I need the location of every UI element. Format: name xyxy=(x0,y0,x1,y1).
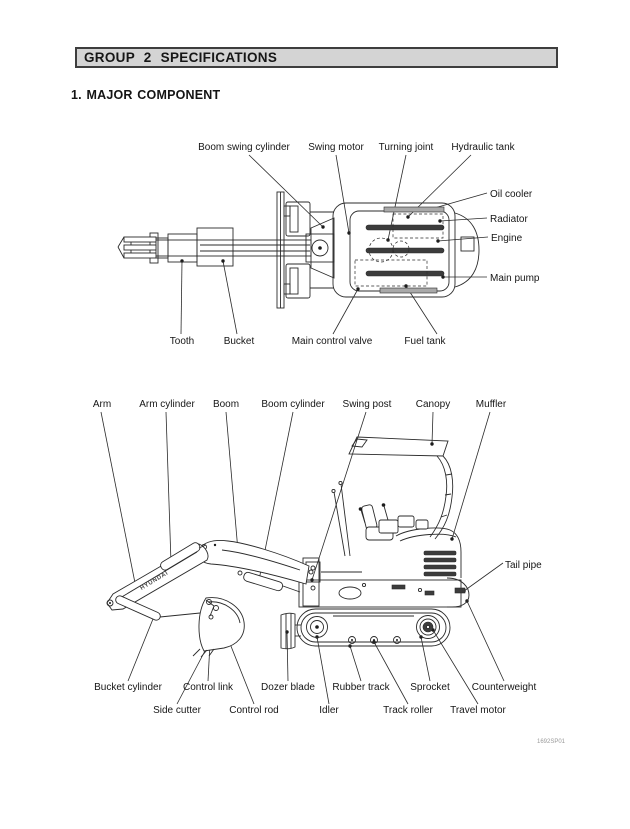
label-oil-cooler: Oil cooler xyxy=(490,189,533,200)
vent-slat xyxy=(424,551,456,555)
track-assembly xyxy=(297,609,450,646)
label-bucket: Bucket xyxy=(223,336,255,347)
operator-seat xyxy=(359,503,398,540)
bucket-cylinder-shape xyxy=(114,595,200,622)
vent-slat xyxy=(424,558,456,562)
label-control-link: Control link xyxy=(182,682,234,693)
engine-hood xyxy=(396,516,461,578)
tooth-shape xyxy=(124,253,156,258)
label-dozer-blade: Dozer blade xyxy=(261,682,315,693)
label-canopy: Canopy xyxy=(415,399,451,410)
label-rubber-track: Rubber track xyxy=(332,682,390,693)
figure-code: 1692SP01 xyxy=(536,739,566,745)
label-arm-cylinder: Arm cylinder xyxy=(139,399,195,410)
top-view-drawing xyxy=(118,192,479,308)
label-main-control-valve: Main control valve xyxy=(291,336,373,347)
label-swing-motor: Swing motor xyxy=(308,142,364,153)
tooth-shape xyxy=(124,245,156,250)
side-view-drawing xyxy=(107,437,469,657)
label-side-cutter: Side cutter xyxy=(153,705,201,716)
top-view-labels xyxy=(170,142,540,347)
control-levers xyxy=(332,481,350,556)
tooth-shape xyxy=(124,237,156,242)
upper-structure xyxy=(333,203,479,297)
label-counterweight: Counterweight xyxy=(471,682,537,693)
dozer-blade-shape xyxy=(281,613,301,649)
group-header-title: GROUP 2 SPECIFICATIONS xyxy=(84,50,278,65)
vent-slat xyxy=(424,565,456,569)
label-hydraulic-tank: Hydraulic tank xyxy=(451,142,515,153)
label-travel-motor: Travel motor xyxy=(450,705,506,716)
label-boom: Boom xyxy=(212,399,240,410)
label-idler: Idler xyxy=(319,705,339,716)
brand-logo-text: HYUNDAI xyxy=(139,570,170,592)
label-arm: Arm xyxy=(92,399,112,410)
body-frame xyxy=(299,572,461,607)
tail-pipe-shape xyxy=(455,588,465,593)
label-control-rod: Control rod xyxy=(229,705,279,716)
label-radiator: Radiator xyxy=(490,214,528,225)
label-sprocket: Sprocket xyxy=(410,682,450,693)
figure-side-view xyxy=(93,399,542,716)
engine-slat xyxy=(366,225,444,230)
counterweight-shape xyxy=(447,578,469,607)
label-turning-joint: Turning joint xyxy=(378,142,434,153)
label-swing-post: Swing post xyxy=(342,399,392,410)
label-boom-swing-cylinder: Boom swing cylinder xyxy=(198,142,290,153)
radiator-bulge xyxy=(455,213,479,287)
label-bucket-cylinder: Bucket cylinder xyxy=(94,682,162,693)
section-heading: 1. MAJOR COMPONENT xyxy=(71,88,221,102)
label-tooth: Tooth xyxy=(169,336,195,347)
label-boom-cylinder: Boom cylinder xyxy=(261,399,325,410)
label-engine: Engine xyxy=(491,233,523,244)
label-fuel-tank: Fuel tank xyxy=(404,336,446,347)
engine-slat xyxy=(366,248,444,253)
engine-slat xyxy=(366,271,444,276)
brand-plate xyxy=(392,585,405,589)
label-muffler: Muffler xyxy=(475,399,507,410)
bucket-top xyxy=(118,228,233,266)
label-main-pump: Main pump xyxy=(490,273,540,284)
bucket-shape xyxy=(193,598,244,657)
label-track-roller: Track roller xyxy=(383,705,433,716)
figure-top-view xyxy=(118,142,540,347)
label-tail-pipe: Tail pipe xyxy=(505,560,542,571)
vent-slat xyxy=(424,572,456,576)
side-view-labels xyxy=(93,399,542,716)
